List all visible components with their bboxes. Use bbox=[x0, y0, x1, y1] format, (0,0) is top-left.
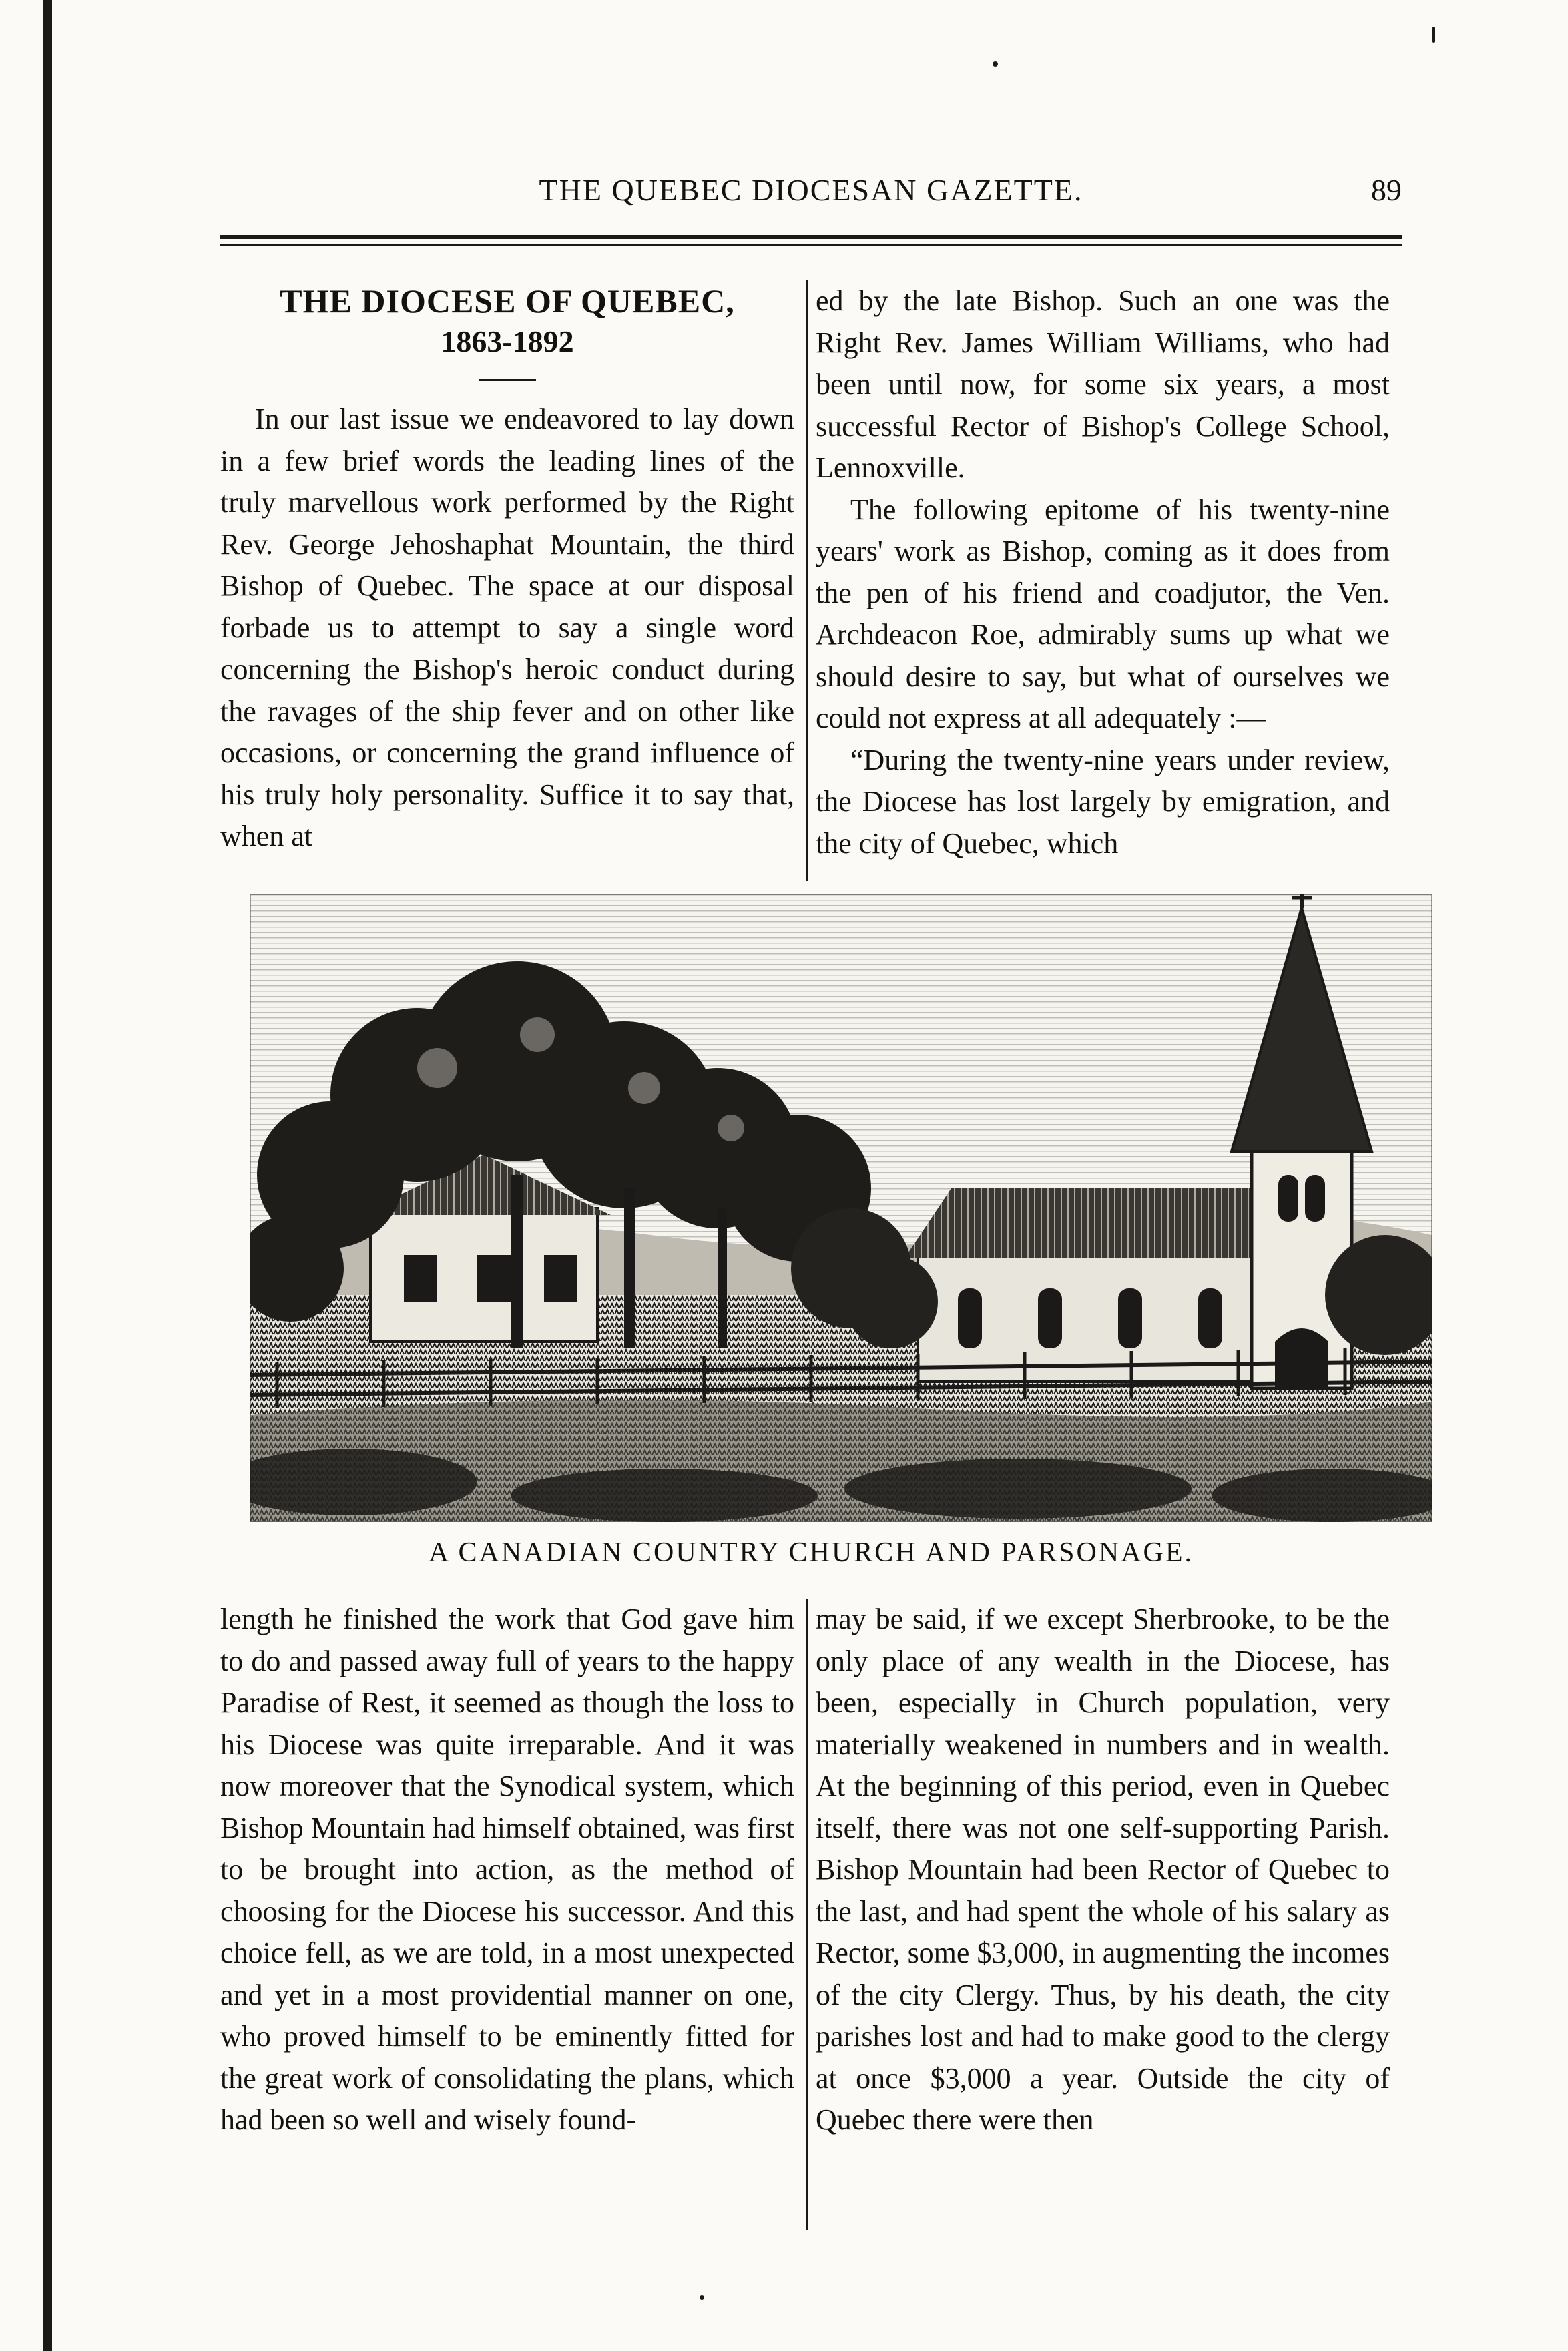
print-speck bbox=[700, 2295, 704, 2300]
title-rule bbox=[479, 379, 536, 381]
paragraph: “During the twenty-nine years under review, the Diocese has lost largely by emigration, and the city of Quebec, which bbox=[816, 743, 1390, 860]
header-rule bbox=[220, 235, 1402, 239]
column-bottom-right bbox=[816, 1599, 1390, 2141]
illustration-caption: A CANADIAN COUNTRY CHURCH AND PARSONAGE. bbox=[428, 1537, 1194, 1568]
paragraph: may be said, if we except Sherbrooke, to be the only place of any wealth in the Diocese, has been, especially in Church population, very materially weakened in numbers and in wealth. At the beginning of this period, even in Quebec itself, there was not one self-supporting Parish. Bishop Mountain had been Rector of Quebec to the last, and had spent the whole of his salary as Rector, some $3,000, in augmenting the incomes of the city Clergy. Thus, by his death, the city parishes lost and had to make good to the clergy at once $3,000 a year. Outside the city of Quebec there were then bbox=[816, 1603, 1390, 2136]
church-illustration bbox=[250, 894, 1432, 1522]
print-speck bbox=[993, 61, 998, 67]
paragraph: The following epitome of his twenty-nine years' work as Bishop, coming as it does from the pen of his friend and coadjutor, the Ven. Archdeacon Roe, admirably sums up what we should desire to say, but what of ourselves we could not express at all adequately :— bbox=[816, 493, 1390, 734]
page-header bbox=[220, 160, 1402, 220]
paragraph: In our last issue we endeavored to lay down in a few brief words the leading lines of the truly marvellous work performed by the Right Rev. George Jehoshaphat Mountain, the third Bishop of Quebec. The space at our disposal forbade us to attempt to say a single word concerning the Bishop's heroic conduct during the ravages of the ship fever and on other like occasions, or concerning the grand influence of his truly holy personality. Suffice it to say that, when at bbox=[220, 403, 794, 852]
print-speck bbox=[1432, 27, 1435, 43]
paragraph: length he finished the work that God gave him to do and passed away full of years to the happy Paradise of Rest, it seemed as though the loss to his Diocese was quite irreparable. And it was now moreover that the Synodical system, which Bishop Mountain had himself obtained, was first to be brought into action, as the method of choosing for the Diocese his successor. And this choice fell, as we are told, in a most unexpected and yet in a most providential manner on one, who proved himself to be eminently fitted for the great work of consolidating the plans, which had been so well and wisely found- bbox=[220, 1603, 794, 2136]
column-bottom-left bbox=[220, 1599, 794, 2141]
column-top-left bbox=[220, 280, 794, 858]
article-title: THE DIOCESE OF QUEBEC, bbox=[280, 282, 735, 320]
running-title: THE QUEBEC DIOCESAN GAZETTE. bbox=[539, 173, 1083, 207]
paragraph: ed by the late Bishop. Such an one was the Right Rev. James William Williams, who had been until now, for some six years, a most successful Rector of Bishop's College School, Lennoxville. bbox=[816, 284, 1390, 484]
column-top-right bbox=[816, 280, 1390, 864]
article-dates: 1863-1892 bbox=[441, 324, 574, 358]
column-divider bbox=[806, 280, 808, 881]
column-divider bbox=[806, 1599, 808, 2230]
binding-edge bbox=[43, 0, 52, 2351]
header-rule-thin bbox=[220, 244, 1402, 246]
page-number: 89 bbox=[1371, 173, 1402, 207]
